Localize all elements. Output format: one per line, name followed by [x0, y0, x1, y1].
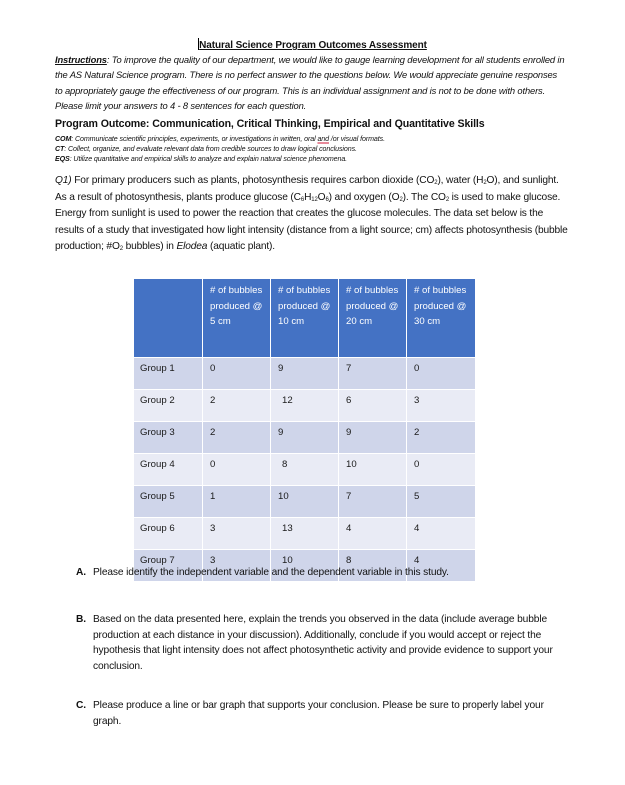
question-text: For primary producers such as plants, photosynthesis requires carbon dioxide (CO [71, 175, 435, 186]
question-text: (aquatic plant). [207, 241, 275, 253]
row-label: Group 1 [134, 358, 203, 390]
subscript: 2 [434, 180, 438, 186]
question-text: O [317, 191, 326, 203]
sub-question-c [76, 698, 566, 729]
row-label: Group 7 [134, 550, 203, 582]
subscript: 2 [119, 246, 123, 253]
sub-question-text: Please produce a line or bar graph that supports your conclusion. Please be sure to properly label your graph. [93, 700, 544, 727]
outcome-item-eqs [55, 154, 565, 164]
cell-10cm: 9 [271, 358, 339, 390]
cell-5cm: 3 [203, 550, 271, 582]
cell-20cm: 8 [339, 550, 407, 582]
cell-5cm: 2 [203, 390, 271, 422]
sub-question-a [76, 565, 566, 581]
cell-10cm: 10 [271, 486, 339, 518]
instructions-paragraph [55, 52, 565, 113]
question-1-paragraph [55, 173, 570, 256]
outcome-abbr: COM [55, 135, 72, 143]
subscript: 6 [300, 196, 305, 203]
cell-30cm: 2 [407, 422, 476, 454]
row-label: Group 6 [134, 518, 203, 550]
row-label: Group 5 [134, 486, 203, 518]
document-title-text: Natural Science Program Outcomes Assessment [199, 40, 427, 51]
cell-30cm: 4 [407, 518, 476, 550]
table-row [134, 422, 476, 454]
cell-20cm: 7 [339, 486, 407, 518]
cell-10cm: 8 [271, 454, 339, 486]
cell-5cm: 0 [203, 454, 271, 486]
cell-5cm: 1 [203, 486, 271, 518]
outcome-text: : Utilize quantitative and empirical skills to analyze and explain natural science phenomena. [69, 155, 348, 164]
cell-5cm: 3 [203, 518, 271, 550]
cell-10cm: 13 [271, 518, 339, 550]
table-header-row [134, 279, 476, 358]
subscript: 6 [325, 196, 329, 203]
sub-question-b [76, 612, 566, 674]
sub-question-text: Please identify the independent variable and the dependent variable in this study. [93, 567, 449, 578]
outcome-abbr: EQS [55, 155, 70, 164]
cell-30cm: 3 [407, 390, 476, 422]
subscript: 2 [399, 196, 403, 203]
outcome-abbr: CT [55, 145, 65, 154]
bubble-data-table [133, 278, 476, 582]
question-text: bubbles) in [122, 241, 177, 253]
subscript: 2 [445, 196, 449, 203]
table-row [134, 454, 476, 486]
species-name: Elodea [176, 241, 208, 253]
question-text: O), and sunlight. As a result of photosynthesis, plants produce glucose (C [55, 175, 559, 203]
row-label: Group 3 [134, 422, 203, 454]
outcome-text: /or visual formats. [329, 135, 385, 143]
subscript: 2 [483, 180, 487, 186]
sub-question-letter: A. [76, 567, 86, 578]
table-header-cell-30cm: # of bubbles produced @ 30 cm [407, 279, 476, 358]
program-outcome-heading: Program Outcome: Communication, Critical Thinking, Empirical and Quantitative Skills [55, 118, 485, 130]
cell-20cm: 4 [339, 518, 407, 550]
cell-20cm: 9 [339, 422, 407, 454]
instructions-text: : To improve the quality of our department, we would like to gauge learning development for all students enrolled in the AS Natural Science program. There is no perfect answer to the questions below. We would appreciate genuine responses to appropriately gauge the effectiveness of our program. This is an individual assignment and is not to be done with others. Please limit your answers to 4 - 8 sentences for each question. [55, 54, 565, 111]
spellcheck-flagged-word[interactable]: and [317, 135, 329, 143]
table-header-cell-20cm: # of bubbles produced @ 20 cm [339, 279, 407, 358]
subscript: 12 [311, 196, 318, 203]
cell-30cm: 5 [407, 486, 476, 518]
program-outcome-list [55, 134, 565, 165]
cell-30cm: 4 [407, 550, 476, 582]
cell-10cm: 12 [271, 390, 339, 422]
question-text: is used to make glucose. Energy from sunlight is used to power the reaction that creates the glucose molecules. The data set below is the results of a study that investigated how light intensity (distance from a light source; cm) affects photosynthesis (bubble production; #O [55, 191, 568, 253]
cell-30cm: 0 [407, 454, 476, 486]
question-text: ). The CO [402, 191, 446, 203]
table-header-cell-10cm: # of bubbles produced @ 10 cm [271, 279, 339, 358]
cell-20cm: 7 [339, 358, 407, 390]
cell-10cm: 10 [271, 550, 339, 582]
outcome-text: : Collect, organize, and evaluate relevant data from credible sources to draw logical conclusions. [64, 145, 357, 154]
cell-5cm: 0 [203, 358, 271, 390]
sub-question-text: Based on the data presented here, explain the trends you observed in the data (include average bubble production at each distance in your discussion). Additionally, conclude if you would accept or reject the hypothesis that light intensity does not affect photosynthetic activity and provide evidence to support your conclusion. [93, 614, 553, 672]
outcome-item-com [55, 134, 565, 144]
cell-20cm: 6 [339, 390, 407, 422]
document-title [0, 38, 625, 51]
sub-question-letter: C. [76, 700, 86, 711]
question-text: H [304, 191, 312, 203]
table-header-cell-5cm: # of bubbles produced @ 5 cm [203, 279, 271, 358]
question-text: ), water (H [437, 175, 484, 186]
cell-30cm: 0 [407, 358, 476, 390]
row-label: Group 4 [134, 454, 203, 486]
cell-5cm: 2 [203, 422, 271, 454]
table-row [134, 390, 476, 422]
question-number: Q1) [55, 175, 72, 186]
table-row [134, 518, 476, 550]
table-header-cell-empty [134, 279, 203, 358]
table-row [134, 358, 476, 390]
question-text: ) and oxygen (O [328, 191, 400, 203]
outcome-item-ct [55, 144, 565, 154]
table-row [134, 486, 476, 518]
instructions-label: Instructions [55, 54, 107, 65]
cell-10cm: 9 [271, 422, 339, 454]
outcome-text: : Communicate scientific principles, experiments, or investigations in written, oral [71, 135, 318, 143]
cell-20cm: 10 [339, 454, 407, 486]
sub-question-letter: B. [76, 614, 86, 625]
row-label: Group 2 [134, 390, 203, 422]
